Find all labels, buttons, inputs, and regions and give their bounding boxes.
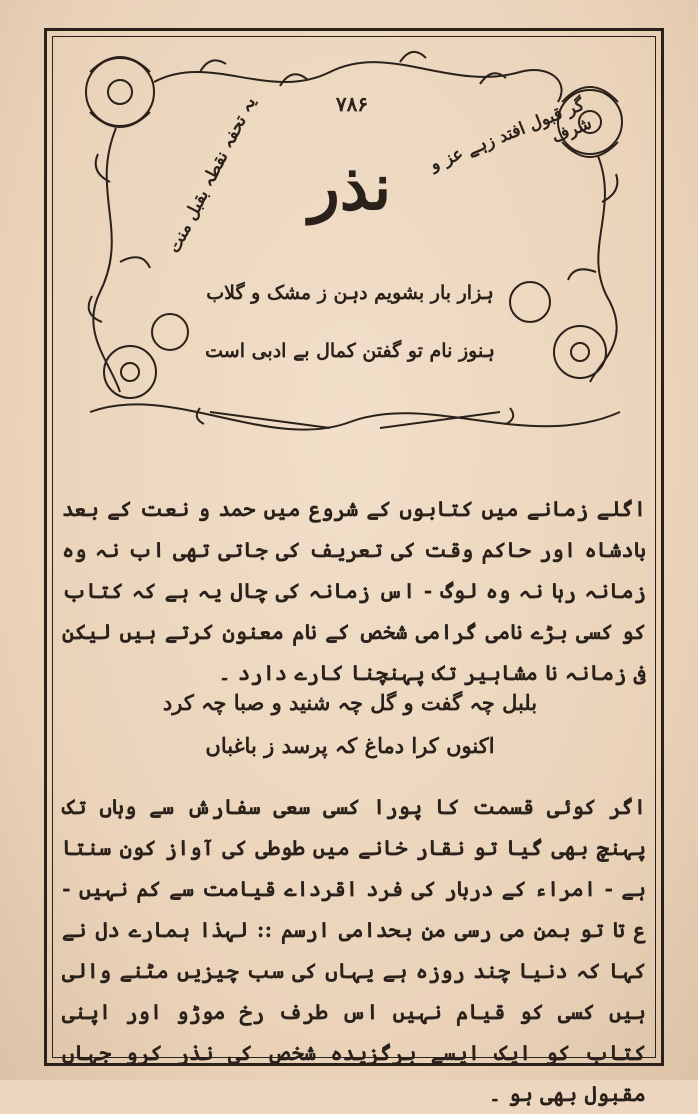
verse-line-1: بلبل چہ گفت و گل چہ شنید و صبا چہ کرد [162, 690, 538, 715]
paragraph-1: اگلے زمانے میں کتابوں کے شروع میں حمد و نعت کے بعد بادشاہ اور حاکم وقت کی تعریف کی جاتی تھی اب نہ وہ زمانہ رہا نہ وہ لوگ - اس زمانہ کی چال یہ ہے کہ کتاب کو کسی بڑے نامی گرامی شخص کے نام معنون کرتے ہیں لیکن فی زمانہ نا مشاہیر تک پہنچنا کارے دارد ۔ [62, 496, 646, 685]
arc-caption-left: یہ تحفہ نقطہ بقبل منت [164, 93, 261, 257]
paragraph-2: اگر کوئی قسمت کا پورا کسی سعی سفارش سے وہاں تک پہنچ بھی گیا تو نقار خانے میں طوطی کی آواز کون سنتا ہے - امراء کے دربار کی فرد اقرداے قیامت سے کم نہیں - ع تا تو بمن می رسی من بحدامی ارسم :: لہذا ہمارے دل نے کہا کہ دنیا چند روزہ ہے یہاں کی سب چیزیں مٹنے والی ہیں کسی کو قیام نہیں اس طرف رخ موڑو اور اپنی کتاب کو ایک ایسے برگزیدہ شخص کی نذر کرو جہاں مقبول بھی ہو ۔ [62, 794, 646, 1106]
couplet-line-2: ہنوز نام تو گفتن کمال بے ادبی است [205, 340, 495, 362]
arc-caption-right: گر قبول افتد زہے عز و شرف [427, 94, 595, 175]
verse-line-2: اکنوں کرا دماغ کہ پرسد ز باغباں [205, 733, 495, 758]
couplet-line-1: ہزار بار بشویم دہن ز مشک و گلاب [206, 282, 494, 304]
page-number: ۷۸۶ [335, 92, 369, 116]
page-title: نذر [308, 150, 392, 225]
